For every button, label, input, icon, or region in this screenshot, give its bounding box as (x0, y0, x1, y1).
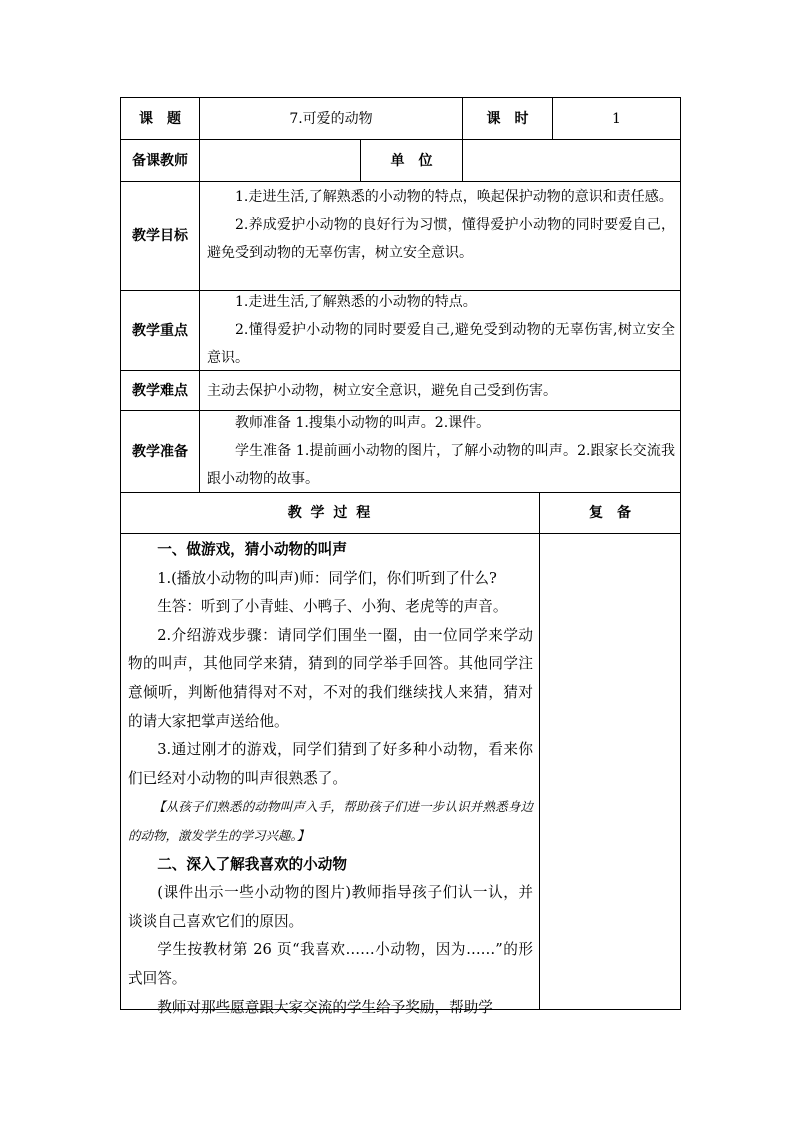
s2-paragraph-2: 学生按教材第 26 页“我喜欢……小动物，因为……”的形式回答。 (128, 941, 533, 987)
key-point-1: 1.走进生活,了解熟悉的小动物的特点。 (235, 294, 477, 310)
rule-right (680, 97, 681, 1010)
s1-paragraph-2: 生答：听到了小青蛙、小鸭子、小狗、老虎等的声音。 (157, 598, 508, 616)
preparation-content (207, 409, 675, 493)
teacher-value[interactable] (200, 140, 360, 181)
topic-value: 7.可爱的动物 (289, 110, 373, 127)
process-content (128, 536, 533, 1022)
unit-value[interactable] (463, 140, 680, 181)
difficulty-text: 主动去保护小动物，树立安全意识，避免自己受到伤害。 (207, 382, 557, 399)
key-points-content (207, 288, 675, 372)
review-column[interactable] (540, 534, 680, 1009)
s1-note: 【从孩子们熟悉的动物叫声入手，帮助孩子们进一步认识并熟悉身边的动物，激发学生的学习兴趣。】 (128, 799, 533, 843)
difficulty-label: 教学难点 (132, 382, 188, 399)
objectives-content (207, 182, 675, 267)
key-points-label: 教学重点 (132, 322, 188, 339)
preparation-label: 教学准备 (132, 443, 188, 460)
teacher-label: 备课教师 (132, 152, 188, 169)
preparation-teacher: 教师准备 1.搜集小动物的叫声。2.课件。 (235, 415, 491, 431)
objective-2: 2.养成爱护小动物的良好行为习惯，懂得爱护小动物的同时要爱自己，避免受到动物的无辜伤害，树立安全意识。 (207, 217, 675, 261)
review-label: 复 备 (589, 505, 631, 521)
objective-1: 1.走进生活,了解熟悉的小动物的特点，唤起保护动物的意识和责任感。 (235, 189, 673, 205)
unit-label: 单 位 (390, 152, 433, 169)
s1-paragraph-4: 3.通过刚才的游戏，同学们猜到了好多种小动物，看来你们已经对小动物的叫声很熟悉了。 (128, 741, 533, 787)
objectives-label: 教学目标 (132, 228, 188, 244)
preparation-student: 学生准备 1.提前画小动物的图片，了解小动物的叫声。2.跟家长交流我跟小动物的故事。 (207, 443, 675, 487)
s1-paragraph-3: 2.介绍游戏步骤：请同学们围坐一圈，由一位同学来学动物的叫声，其他同学来猜，猜到的同学举手回答。其他同学注意倾听，判断他猜得对不对，不对的我们继续找人来猜，猜对的请大家把掌声送给他。 (128, 626, 533, 730)
section2-title: 二、深入了解我喜欢的小动物 (157, 855, 347, 873)
s2-paragraph-1: (课件出示一些小动物的图片)教师指导孩子们认一认，并谈谈自己喜欢它们的原因。 (128, 884, 533, 930)
process-label: 教 学 过 程 (287, 505, 373, 521)
period-label: 课 时 (486, 110, 529, 127)
topic-label: 课 题 (139, 110, 181, 127)
s2-paragraph-3: 教师对那些愿意跟大家交流的学生给予奖励，帮助学 (157, 998, 493, 1016)
key-point-2: 2.懂得爱护小动物的同时要爱自己,避免受到动物的无辜伤害,树立安全意识。 (207, 322, 675, 366)
s1-paragraph-1: 1.(播放小动物的叫声)师：同学们，你们听到了什么? (157, 569, 497, 587)
section1-title: 一、做游戏，猜小动物的叫声 (157, 541, 347, 558)
period-value: 1 (612, 110, 621, 127)
